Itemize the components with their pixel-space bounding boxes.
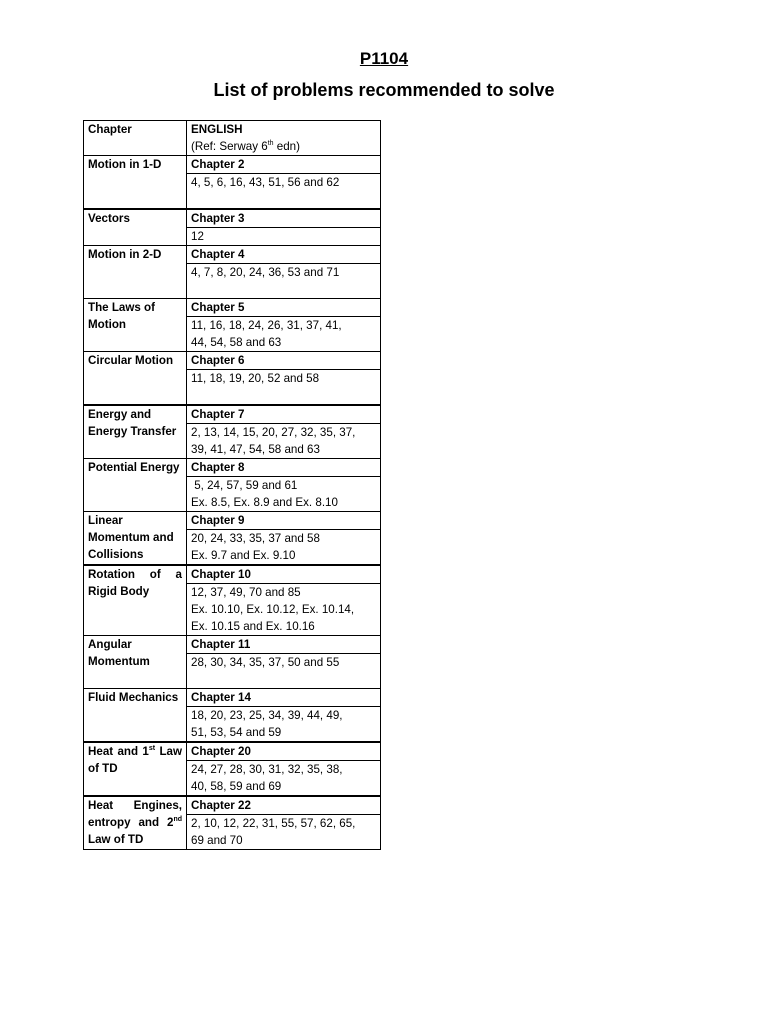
problems-cell — [187, 815, 381, 850]
document-code: P1104 — [359, 49, 409, 68]
problem-line: 44, 54, 58 and 63 — [191, 336, 282, 349]
chapter-cell: Chapter 22 — [187, 796, 381, 815]
problem-line: 69 and 70 — [191, 834, 243, 847]
problem-line: Ex. 9.7 and Ex. 9.10 — [191, 549, 296, 562]
table-row — [84, 156, 381, 174]
topic-cell: Heat and 1st Law of TD — [84, 742, 187, 796]
chapter-cell: Chapter 5 — [187, 299, 381, 317]
chapter-cell: Chapter 2 — [187, 156, 381, 174]
blank-line — [191, 191, 376, 208]
problem-line: 40, 58, 59 and 69 — [191, 780, 282, 793]
problems-cell — [187, 761, 381, 797]
chapter-cell: Chapter 8 — [187, 459, 381, 477]
problems-cell — [187, 530, 381, 566]
problem-line: 39, 41, 47, 54, 58 and 63 — [191, 443, 320, 456]
problem-line: Ex. 10.15 and Ex. 10.16 — [191, 620, 315, 633]
topic-cell: Circular Motion — [84, 352, 187, 406]
problems-table — [83, 120, 381, 850]
table-row — [84, 565, 381, 584]
table-row — [84, 352, 381, 370]
problem-line: 2, 10, 12, 22, 31, 55, 57, 62, 65, — [191, 817, 356, 830]
table-row — [84, 689, 381, 707]
blank-line — [191, 387, 376, 404]
problem-line: Ex. 8.5, Ex. 8.9 and Ex. 8.10 — [191, 496, 338, 509]
topic-cell: The Laws of Motion — [84, 299, 187, 352]
chapter-cell: Chapter 9 — [187, 512, 381, 530]
table-row — [84, 796, 381, 815]
table-row — [84, 459, 381, 477]
header-english: ENGLISH (Ref: Serway 6th edn) — [187, 121, 381, 156]
topic-cell: Rotation of a Rigid Body — [84, 565, 187, 636]
table-row — [84, 299, 381, 317]
problem-line: 11, 16, 18, 24, 26, 31, 37, 41, — [191, 319, 342, 332]
topic-cell: Vectors — [84, 209, 187, 246]
header-chapter: Chapter — [84, 121, 187, 156]
problems-cell — [187, 424, 381, 459]
chapter-cell: Chapter 14 — [187, 689, 381, 707]
problem-line: 11, 18, 19, 20, 52 and 58 — [191, 372, 320, 385]
problem-line: 28, 30, 34, 35, 37, 50 and 55 — [191, 656, 340, 669]
topic-cell: Heat Engines, entropy and 2nd Law of TD — [84, 796, 187, 850]
problems-cell — [187, 228, 381, 246]
problem-line: 24, 27, 28, 30, 31, 32, 35, 38, — [191, 763, 343, 776]
problems-cell — [187, 317, 381, 352]
table-row — [84, 405, 381, 424]
table-row — [84, 246, 381, 264]
problems-cell — [187, 654, 381, 689]
chapter-cell: Chapter 4 — [187, 246, 381, 264]
problems-cell — [187, 584, 381, 636]
problems-cell — [187, 370, 381, 406]
chapter-cell: Chapter 7 — [187, 405, 381, 424]
problem-line: 12, 37, 49, 70 and 85 — [191, 586, 301, 599]
blank-line — [191, 281, 376, 298]
problems-cell — [187, 707, 381, 743]
topic-cell: Angular Momentum — [84, 636, 187, 689]
problem-line: 20, 24, 33, 35, 37 and 58 — [191, 532, 320, 545]
problems-cell — [187, 174, 381, 210]
chapter-cell: Chapter 20 — [187, 742, 381, 761]
problem-line: 2, 13, 14, 15, 20, 27, 32, 35, 37, — [191, 426, 356, 439]
blank-line — [191, 671, 376, 688]
problems-cell — [187, 264, 381, 299]
problem-line: 18, 20, 23, 25, 34, 39, 44, 49, — [191, 709, 343, 722]
table-row — [84, 742, 381, 761]
topic-cell: Fluid Mechanics — [84, 689, 187, 743]
chapter-cell: Chapter 3 — [187, 209, 381, 228]
table-row — [84, 512, 381, 530]
document-title: List of problems recommended to solve — [213, 80, 555, 100]
problem-line: 51, 53, 54 and 59 — [191, 726, 282, 739]
topic-cell: Potential Energy — [84, 459, 187, 512]
topic-cell: Motion in 1-D — [84, 156, 187, 210]
table-header-row — [84, 121, 381, 156]
table-row — [84, 209, 381, 228]
topic-cell: Motion in 2-D — [84, 246, 187, 299]
header-reference: (Ref: Serway 6th edn) — [191, 140, 300, 153]
table-row — [84, 636, 381, 654]
chapter-cell: Chapter 11 — [187, 636, 381, 654]
chapter-cell: Chapter 10 — [187, 565, 381, 584]
problems-cell — [187, 477, 381, 512]
topic-cell: Energy and Energy Transfer — [84, 405, 187, 459]
problem-line: 4, 5, 6, 16, 43, 51, 56 and 62 — [191, 176, 340, 189]
problem-line: 5, 24, 57, 59 and 61 — [191, 479, 298, 492]
topic-cell: Linear Momentum and Collisions — [84, 512, 187, 566]
chapter-cell: Chapter 6 — [187, 352, 381, 370]
problem-line: 4, 7, 8, 20, 24, 36, 53 and 71 — [191, 266, 340, 279]
problem-line: 12 — [191, 230, 204, 243]
problem-line: Ex. 10.10, Ex. 10.12, Ex. 10.14, — [191, 603, 355, 616]
